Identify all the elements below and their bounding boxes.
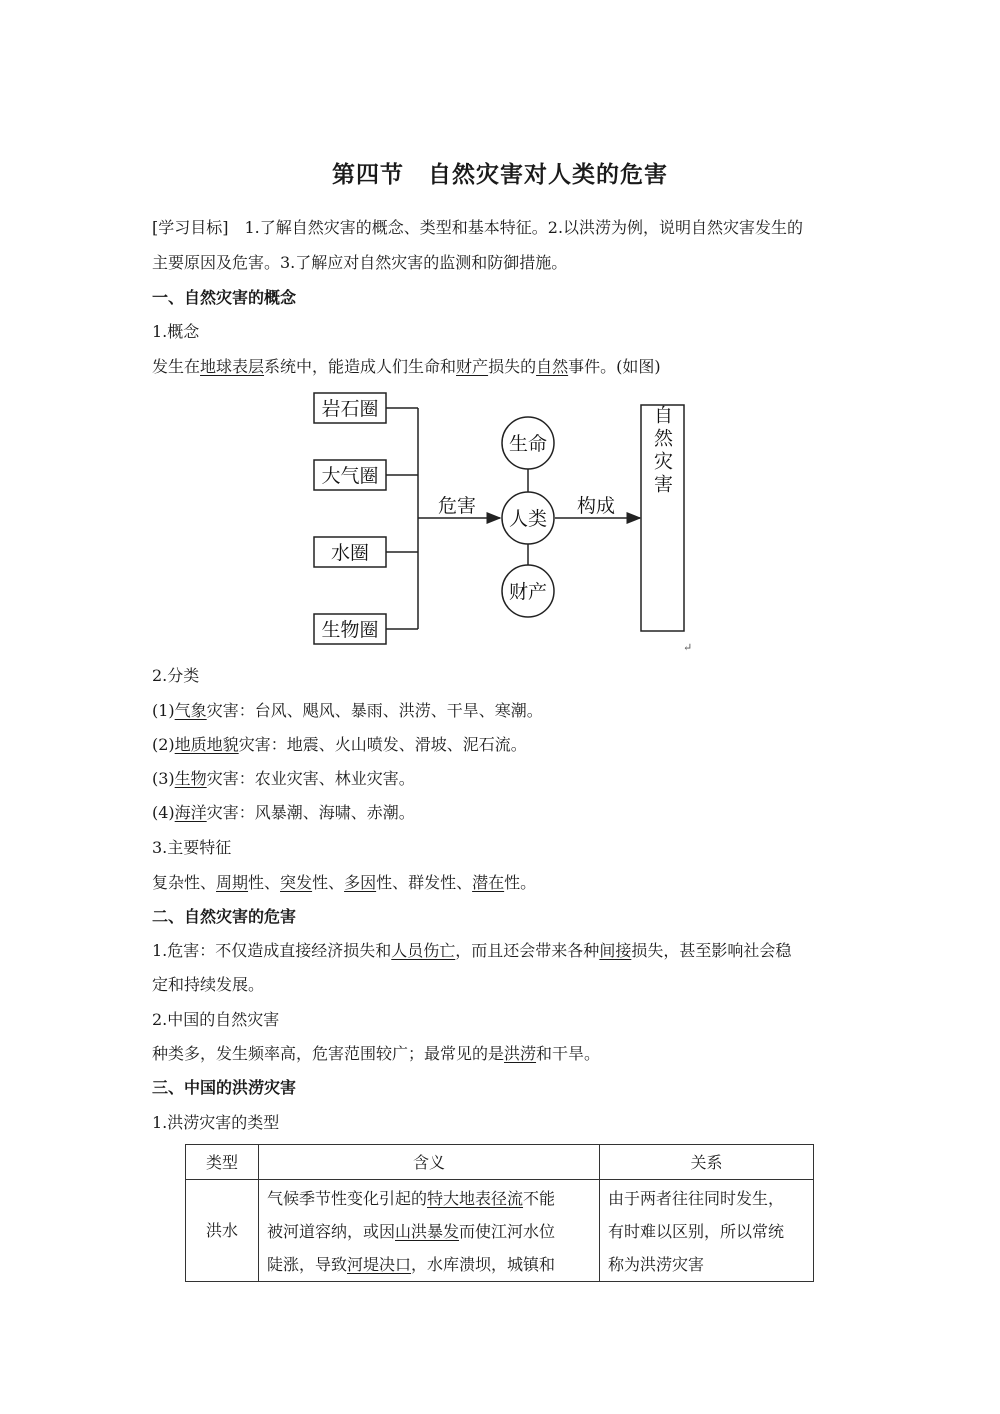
return-mark: ↵ <box>683 641 693 654</box>
relation-line3: 称为洪涝灾害 <box>608 1255 705 1274</box>
cell-type: 洪水 <box>186 1180 259 1282</box>
constitute-label: 构成 <box>576 495 616 517</box>
text-span: 灾害：风暴潮、海啸、赤潮。 <box>206 803 415 822</box>
underlined-term: 潜在 <box>472 873 505 892</box>
natural-disaster-diagram <box>300 385 720 655</box>
text-span: 性、 <box>312 873 345 892</box>
underlined-term: 山洪暴发 <box>395 1222 460 1241</box>
sphere-label-atmosphere: 大气圈 <box>321 465 379 487</box>
classification-title: 2.分类 <box>152 666 200 685</box>
harm-label: 危害 <box>437 495 477 517</box>
section2-heading: 二、自然灾害的危害 <box>152 907 297 926</box>
china-disasters-title: 2.中国的自然灾害 <box>152 1010 280 1029</box>
learning-goals-line1 <box>152 218 803 238</box>
harm-text-line1 <box>152 941 791 961</box>
table-header-relation: 关系 <box>600 1145 814 1180</box>
underlined-term: 突发 <box>280 873 313 892</box>
china-disasters-text <box>152 1044 600 1064</box>
life-label: 生命 <box>508 433 548 455</box>
underlined-term: 特大地表径流 <box>427 1189 524 1208</box>
classification-item-4 <box>152 803 415 823</box>
underlined-term: 气象 <box>174 701 207 720</box>
text-span: 1.危害：不仅造成直接经济损失和 <box>152 941 392 960</box>
underlined-term: 人员伤亡 <box>391 941 456 960</box>
text-span: (4) <box>152 803 175 822</box>
text-span: ，而且还会带来各种 <box>455 941 600 960</box>
harm-text-line2: 定和持续发展。 <box>152 975 265 994</box>
text-span: 损失的 <box>488 357 537 376</box>
text-span: 不能 <box>523 1189 556 1208</box>
property-label: 财产 <box>508 581 548 603</box>
text-span: 灾害：地震、火山喷发、滑坡、泥石流。 <box>238 735 527 754</box>
text-span: (1) <box>152 701 175 720</box>
human-label: 人类 <box>508 508 548 530</box>
learning-goals-label: [学习目标] <box>152 218 229 237</box>
relation-line2: 有时难以区别，所以常统 <box>608 1222 785 1241</box>
text-span: 灾害：农业灾害、林业灾害。 <box>206 769 415 788</box>
text-span: 性、群发性、 <box>376 873 473 892</box>
text-span: 而使江河水位 <box>459 1222 556 1241</box>
table-header-type: 类型 <box>186 1145 259 1180</box>
sphere-label-lithosphere: 岩石圈 <box>321 398 379 420</box>
underlined-term: 财产 <box>456 357 489 376</box>
page-title: 第四节 自然灾害对人类的危害 <box>332 162 668 188</box>
classification-item-2 <box>152 735 527 755</box>
relation-line1: 由于两者往往同时发生， <box>608 1189 785 1208</box>
classification-item-3 <box>152 769 415 789</box>
table-header-meaning: 含义 <box>259 1145 600 1180</box>
underlined-term: 海洋 <box>174 803 207 822</box>
underlined-term: 地质地貌 <box>174 735 239 754</box>
underlined-term: 洪涝 <box>504 1044 537 1063</box>
text-span: 和干旱。 <box>536 1044 601 1063</box>
text-span: 灾害：台风、飓风、暴雨、洪涝、干旱、寒潮。 <box>206 701 543 720</box>
natural-disaster-label: 自然灾害 <box>651 405 673 497</box>
cell-meaning <box>259 1180 600 1282</box>
text-span: 陡涨，导致 <box>267 1255 348 1274</box>
underlined-term: 地球表层 <box>200 357 265 376</box>
text-span: 被河道容纳，或因 <box>267 1222 396 1241</box>
text-span: 种类多，发生频率高，危害范围较广；最常见的是 <box>152 1044 505 1063</box>
text-span: 复杂性、 <box>152 873 217 892</box>
text-span: 发生在 <box>152 357 201 376</box>
section3-heading: 三、中国的洪涝灾害 <box>152 1078 297 1097</box>
text-span: 事件。(如图) <box>568 357 661 376</box>
cell-relation <box>600 1180 814 1282</box>
underlined-term: 生物 <box>174 769 207 788</box>
sphere-label-biosphere: 生物圈 <box>321 619 379 641</box>
learning-goals-text: 1.了解自然灾害的概念、类型和基本特征。2.以洪涝为例，说明自然灾害发生的 <box>244 218 804 237</box>
meaning-line2 <box>267 1215 591 1248</box>
text-span: 性。 <box>504 873 537 892</box>
meaning-line1 <box>267 1182 591 1215</box>
features-text <box>152 873 536 893</box>
underlined-term: 自然 <box>536 357 569 376</box>
text-span: 损失，甚至影响社会稳 <box>631 941 792 960</box>
meaning-line3 <box>267 1248 591 1281</box>
sphere-label-hydrosphere: 水圈 <box>330 542 370 564</box>
classification-item-1 <box>152 701 543 721</box>
underlined-term: 间接 <box>599 941 632 960</box>
underlined-term: 周期 <box>216 873 249 892</box>
text-span: 气候季节性变化引起的 <box>267 1189 428 1208</box>
text-span: 性、 <box>248 873 281 892</box>
text-span: (2) <box>152 735 175 754</box>
learning-goals-line2: 主要原因及危害。3.了解应对自然灾害的监测和防御措施。 <box>152 253 568 272</box>
concept-title: 1.概念 <box>152 322 200 341</box>
table-header-row <box>186 1145 814 1180</box>
text-span: 系统中，能造成人们生命和 <box>264 357 457 376</box>
text-span: (3) <box>152 769 175 788</box>
concept-text <box>152 357 661 377</box>
underlined-term: 河堤决口 <box>347 1255 412 1274</box>
underlined-term: 多因 <box>344 873 377 892</box>
features-title: 3.主要特征 <box>152 838 232 857</box>
flood-types-title: 1.洪涝灾害的类型 <box>152 1113 280 1132</box>
table-row <box>186 1180 814 1282</box>
text-span: ，水库溃坝，城镇和 <box>411 1255 556 1274</box>
section1-heading: 一、自然灾害的概念 <box>152 288 297 307</box>
flood-types-table <box>185 1144 814 1282</box>
